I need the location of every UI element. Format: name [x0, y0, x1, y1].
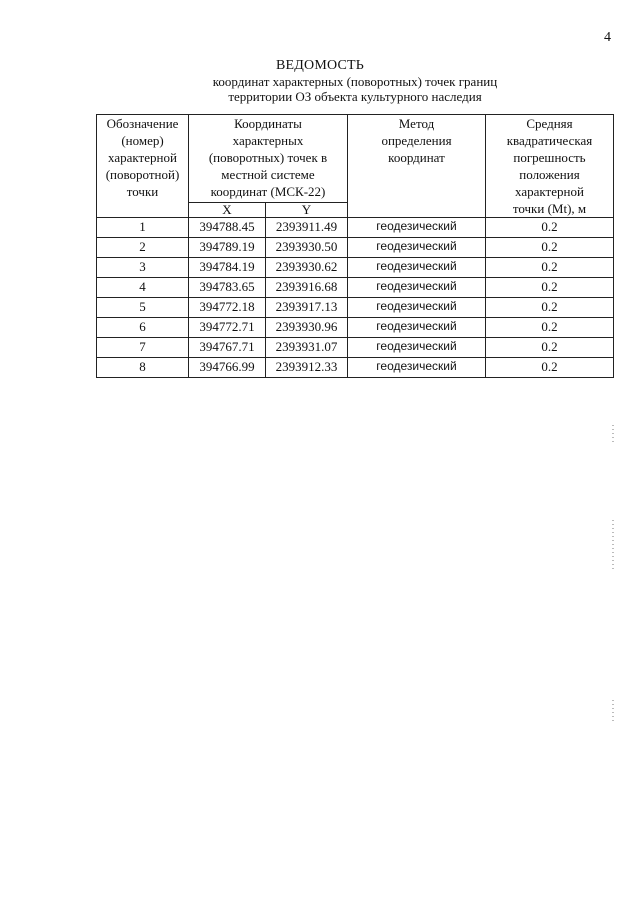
cell-method: геодезический — [348, 318, 486, 338]
cell-y: 2393916.68 — [266, 278, 348, 298]
header-mean-square-error — [486, 115, 614, 218]
cell-point-number: 7 — [97, 338, 189, 358]
header-method-line: Метод — [398, 116, 435, 131]
cell-method: геодезический — [348, 258, 486, 278]
cell-point-number: 3 — [97, 258, 189, 278]
cell-y: 2393930.96 — [266, 318, 348, 338]
header-error-line: точки (Mt), м — [512, 201, 587, 216]
cell-x: 394789.19 — [189, 238, 266, 258]
table-row — [97, 298, 614, 318]
header-error-line: квадратическая — [506, 133, 593, 148]
header-designation-line: точки — [126, 184, 159, 199]
cell-mt: 0.2 — [486, 258, 614, 278]
header-x: X — [189, 203, 266, 218]
cell-x: 394772.18 — [189, 298, 266, 318]
header-designation — [97, 115, 189, 218]
header-coordinates-line: характерных — [232, 133, 304, 148]
header-error-line: характерной — [515, 184, 584, 199]
cell-mt: 0.2 — [486, 218, 614, 238]
header-method — [348, 115, 486, 218]
cell-mt: 0.2 — [486, 318, 614, 338]
cell-point-number: 2 — [97, 238, 189, 258]
header-designation-line: (номер) — [121, 133, 164, 148]
table-header-row — [97, 115, 614, 203]
scan-margin-mark — [612, 700, 614, 724]
header-designation-line: характерной — [108, 150, 177, 165]
header-error-line: погрешность — [513, 150, 586, 165]
cell-method: геодезический — [348, 298, 486, 318]
cell-x: 394784.19 — [189, 258, 266, 278]
document-subtitle-line-2: территории ОЗ объекта культурного наследия — [228, 89, 482, 104]
header-error-line: Средняя — [526, 116, 573, 131]
cell-point-number: 5 — [97, 298, 189, 318]
document-title: ВЕДОМОСТЬ — [275, 58, 364, 73]
header-coordinates-line: Координаты — [234, 116, 302, 131]
cell-mt: 0.2 — [486, 238, 614, 258]
cell-point-number: 1 — [97, 218, 189, 238]
header-method-line: координат — [388, 150, 445, 165]
cell-y: 2393930.50 — [266, 238, 348, 258]
table-row — [97, 278, 614, 298]
header-method-line: определения — [381, 133, 452, 148]
cell-point-number: 4 — [97, 278, 189, 298]
cell-x: 394767.71 — [189, 338, 266, 358]
cell-y: 2393930.62 — [266, 258, 348, 278]
table-row — [97, 338, 614, 358]
header-y: Y — [266, 203, 348, 218]
table-row — [97, 358, 614, 378]
cell-mt: 0.2 — [486, 278, 614, 298]
header-designation-line: (поворотной) — [105, 167, 180, 182]
cell-point-number: 6 — [97, 318, 189, 338]
scan-margin-mark — [612, 520, 614, 570]
table-row — [97, 318, 614, 338]
header-designation-line: Обозначение — [106, 116, 179, 131]
cell-x: 394783.65 — [189, 278, 266, 298]
table-row — [97, 218, 614, 238]
header-coordinates — [189, 115, 348, 203]
cell-y: 2393917.13 — [266, 298, 348, 318]
cell-method: геодезический — [348, 358, 486, 378]
cell-method: геодезический — [348, 218, 486, 238]
table-row — [97, 258, 614, 278]
cell-x: 394772.71 — [189, 318, 266, 338]
cell-method: геодезический — [348, 278, 486, 298]
cell-y: 2393911.49 — [266, 218, 348, 238]
header-error-line: положения — [519, 167, 580, 182]
table-row — [97, 238, 614, 258]
scan-margin-mark — [612, 425, 614, 445]
header-coordinates-line: (поворотных) точек в — [208, 150, 328, 165]
cell-x: 394766.99 — [189, 358, 266, 378]
cell-x: 394788.45 — [189, 218, 266, 238]
cell-y: 2393912.33 — [266, 358, 348, 378]
header-coordinates-line: координат (МСК-22) — [210, 184, 326, 199]
cell-method: геодезический — [348, 338, 486, 358]
cell-method: геодезический — [348, 238, 486, 258]
coordinates-table — [96, 114, 614, 378]
header-coordinates-line: местной системе — [221, 167, 315, 182]
cell-y: 2393931.07 — [266, 338, 348, 358]
cell-mt: 0.2 — [486, 338, 614, 358]
cell-mt: 0.2 — [486, 358, 614, 378]
document-subtitle-line-1: координат характерных (поворотных) точек границ — [212, 74, 498, 89]
cell-point-number: 8 — [97, 358, 189, 378]
cell-mt: 0.2 — [486, 298, 614, 318]
page-number: 4 — [604, 30, 611, 45]
